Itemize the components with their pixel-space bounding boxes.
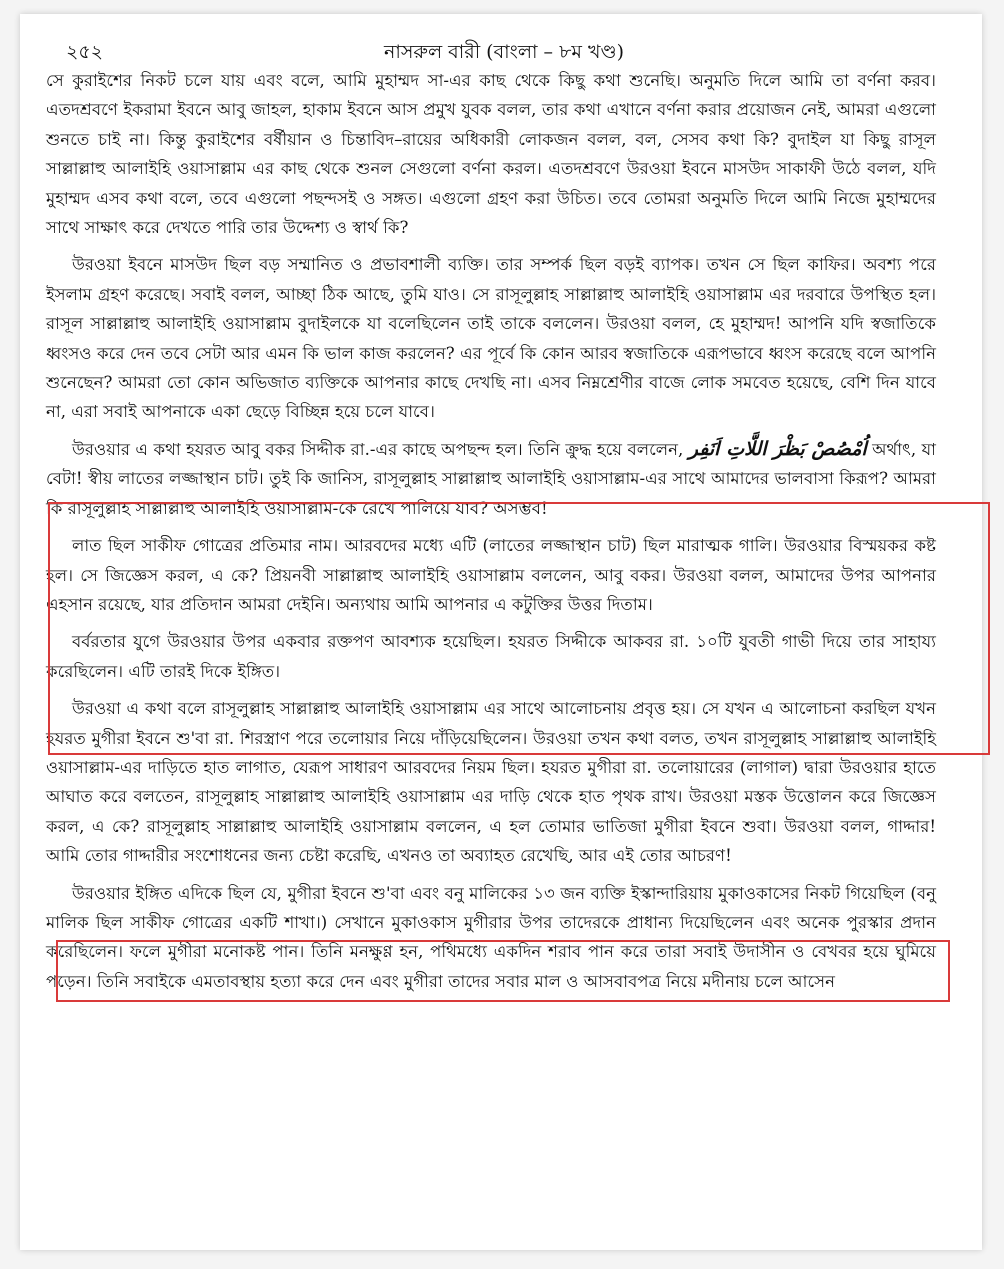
paragraph-6: উরওয়া এ কথা বলে রাসূলুল্লাহ সাল্লাল্লাহু আলাইহি ওয়াসাল্লাম এর সাথে আলোচনায় প্রবৃত্ত হয়। সে যখন এ আলোচনা করছিল যখন হযরত মুগীরা ইবনে শু'বা রা. শিরস্ত্রাণ পরে তলোয়ার নিয়ে দাঁড়িয়েছিলেন। উরওয়া তখন কথা বলত, তখন রাসূলুল্লাহ সাল্লাল্লাহু আলাইহি ওয়াসাল্লাম-এর দাড়িতে হাত লাগাত, যেরূপ সাধারণ আরবদের নিয়ম ছিল। হযরত মুগীরা রা. তলোয়ারের (লাগাল) দ্বারা উরওয়ার হাতে আঘাত করে বলতেন, রাসূলুল্লাহ সাল্লাল্লাহু আলাইহি ওয়াসাল্লাম এর দাড়ি থেকে হাত পৃথক রাখ। উরওয়া মস্তক উত্তোলন করে জিজ্ঞেস করল, এ কে? রাসূলুল্লাহ সাল্লাল্লাহু আলাইহি ওয়াসাল্লাম বললেন, এ হল তোমার ভাতিজা মুগীরা ইবনে শুবা। উরওয়া বলল, গাদ্দার! আমি তোর গাদ্দারীর সংশোধনের জন্য চেষ্টা করেছি, এখনও তা অব্যাহত রেখেছি, আর এই তোর আচরণ!: [46, 699, 936, 866]
paragraph-3-text-end: অর্থাৎ, যা বেটা! স্বীয় লাতের লজ্জাস্থান চাট। তুই কি জানিস, রাসূলুল্লাহ সাল্লাল্লাহু আলাইহি ওয়াসাল্লাম-এর সাথে আমাদের ভালবাসা কিরূপ? আমরা কি রাসূলুল্লাহ সাল্লাল্লাহু আলাইহি ওয়াসাল্লাম-কে রেখে পালিয়ে যাব? অসম্ভব!: [46, 439, 936, 518]
page-header: [66, 38, 942, 66]
paragraph-1: সে কুরাইশের নিকট চলে যায় এবং বলে, আমি মুহাম্মদ সা-এর কাছ থেকে কিছু কথা শুনেছি। অনুমতি দিলে আমি তা বর্ণনা করব। এতদশ্রবণে ইকরামা ইবনে আবু জাহল, হাকাম ইবনে আস প্রমুখ যুবক বলল, তার কথা এখানে বর্ণনা করার প্রয়োজন নেই, আমরা এগুলো শুনতে চাই না। কিন্তু কুরাইশের বর্ষীয়ান ও চিন্তাবিদ–রায়ের অধিকারী লোকজন বলল, বল, সেসব কথা কি? বুদাইল যা কিছু রাসূল সাল্লাল্লাহু আলাইহি ওয়াসাল্লাম এর কাছ থেকে শুনল সেগুলো বর্ণনা করল। এতদশ্রবণে উরওয়া ইবনে মাসউদ সাকাফী উঠে বলল, যদি মুহাম্মদ এসব কথা বলে, তবে এগুলো পছন্দসই ও সঙ্গত। এগুলো গ্রহণ করা উচিত। তবে তোমরা অনুমতি দিলে আমি নিজে মুহাম্মদের সাথে সাক্ষাৎ করে দেখতে পারি তার উদ্দেশ্য ও স্বার্থ কি?: [46, 71, 936, 238]
paragraph-3-text-start: উরওয়ার এ কথা হযরত আবু বকর সিদ্দীক রা.-এর কাছে অপছন্দ হল। তিনি ক্রুদ্ধ হয়ে বললেন,: [72, 439, 689, 459]
body-text: [46, 66, 936, 1004]
running-title: নাসরুল বারী (বাংলা – ৮ম খণ্ড): [383, 41, 625, 63]
paragraph-4: লাত ছিল সাকীফ গোত্রের প্রতিমার নাম। আরবদের মধ্যে এটি (লাতের লজ্জাস্থান চাট) ছিল মারাত্মক গালি। উরওয়ার বিস্ময়কর কষ্ট হল। সে জিজ্ঞেস করল, এ কে? প্রিয়নবী সাল্লাল্লাহু আলাইহি ওয়াসাল্লাম বললেন, আবু বকর। উরওয়া বলল, আমাদের উপর আপনার এহসান রয়েছে, যার প্রতিদান আমরা দেইনি। অন্যথায় আমি আপনার এ কটুক্তির উত্তর দিতাম।: [46, 536, 936, 614]
paragraph-7: উরওয়ার ইঙ্গিত এদিকে ছিল যে, মুগীরা ইবনে শু'বা এবং বনু মালিকের ১৩ জন ব্যক্তি ইস্কান্দারিয়ায় মুকাওকাসের নিকট গিয়েছিল (বনু মালিক ছিল সাকীফ গোত্রের একটি শাখা।) সেখানে মুকাওকাস মুগীরার উপর তাদেরকে প্রাধান্য দিয়েছিলেন এবং অনেক পুরস্কার প্রদান করেছিলেন। ফলে মুগীরা মনোকষ্ট পান। তিনি মনক্ষুণ্ণ হন, পথিমধ্যে একদিন শরাব পান করে তারা সবাই উদাসীন ও বেখবর হয়ে ঘুমিয়ে পড়েন। তিনি সবাইকে এমতাবস্থায় হত্যা করে দেন এবং মুগীরা তাদের সবার মাল ও আসবাবপত্র নিয়ে মদীনায় চলে আসেন: [46, 883, 936, 991]
page-number: ২৫২: [66, 41, 104, 63]
paragraph-2: উরওয়া ইবনে মাসউদ ছিল বড় সম্মানিত ও প্রভাবশালী ব্যক্তি। তার সম্পর্ক ছিল বড়ই ব্যাপক। তখন সে ছিল কাফির। অবশ্য পরে ইসলাম গ্রহণ করেছে। সবাই বলল, আচ্ছা ঠিক আছে, তুমি যাও। সে রাসূলুল্লাহ সাল্লাল্লাহু আলাইহি ওয়াসাল্লাম এর দরবারে উপস্থিত হল। রাসূল সাল্লাল্লাহু আলাইহি ওয়াসাল্লাম বুদাইলকে যা বলেছিলেন তাই তাকে বললেন। উরওয়া বলল, হে মুহাম্মদ! আপনি যদি স্বজাতিকে ধ্বংসও করে দেন তবে সেটা আর এমন কি ভাল কাজ করলেন? এর পূর্বে কি কোন আরব স্বজাতিকে এরূপভাবে ধ্বংস করেছে বলে আপনি শুনেছেন? আমরা তো কোন অভিজাত ব্যক্তিকে আপনার কাছে দেখছি না। এসব নিম্নশ্রেণীর বাজে লোক সমবেত হয়েছে, বেশি দিন যাবে না, এরা সবাই আপনাকে একা ছেড়ে বিচ্ছিন্ন হয়ে চলে যাবে।: [46, 255, 936, 422]
paragraph-3: [46, 435, 936, 523]
paragraph-5: বর্বরতার যুগে উরওয়ার উপর একবার রক্তপণ আবশ্যক হয়েছিল। হযরত সিদ্দীকে আকবর রা. ১০টি যুবতী গাভী দিয়ে তার সাহায্য করেছিলেন। এটি তারই দিকে ইঙ্গিত।: [46, 632, 936, 681]
arabic-quote: اُمْصُصْ بَظْرَ اللَّاتِ اَنَفِر: [688, 437, 867, 460]
